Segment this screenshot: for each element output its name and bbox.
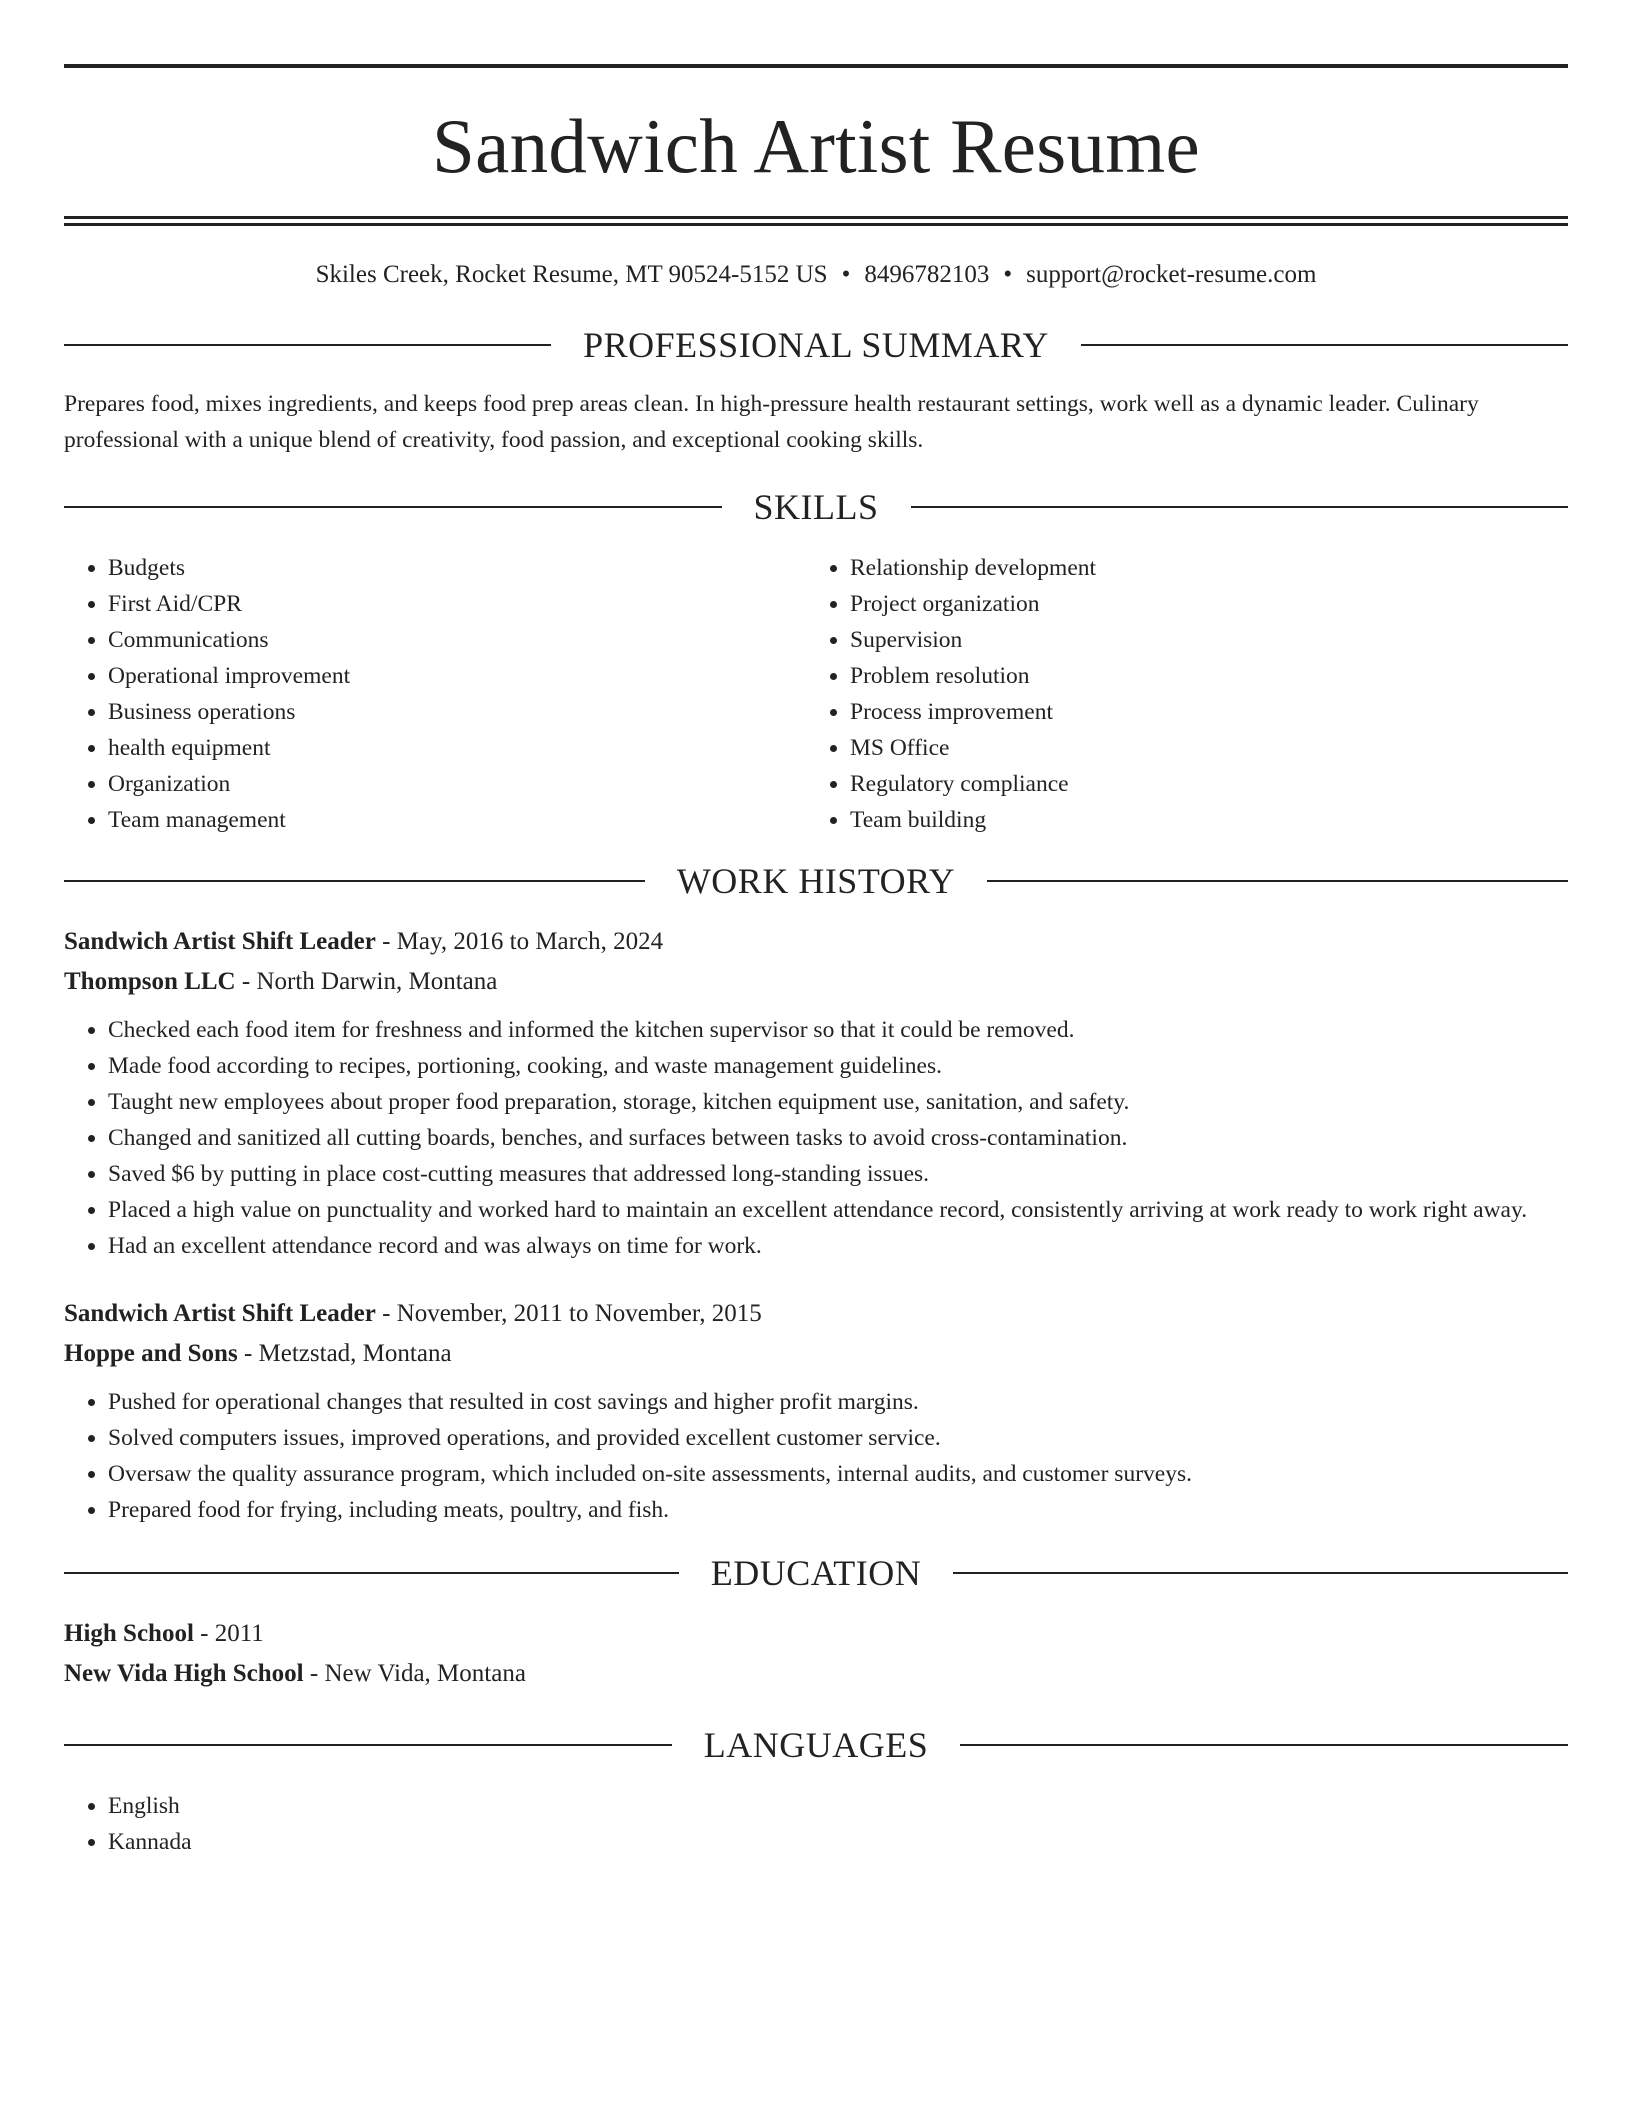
summary-text: Prepares food, mixes ingredients, and keeps food prep areas clean. In high-pressure health restaurant settings, work well as a dynamic leader. Culinary professional with a unique blend of creativity, food passion, and exceptional cooking skills. — [64, 391, 1479, 453]
contact-phone: 8496782103 — [864, 261, 990, 288]
section-title-work-history: WORK HISTORY — [676, 861, 956, 901]
job-duty: • Pushed for operational changes that resulted in cost savings and higher profit margins. — [108, 1384, 1568, 1420]
skills-list — [64, 550, 1568, 838]
contact-separator: • — [1003, 261, 1013, 288]
skill-item: • MS Office — [850, 730, 1548, 766]
job-duty: • Taught new employees about proper food preparation, storage, kitchen equipment use, sanitation, and safety. — [108, 1084, 1568, 1120]
job-location: - Metzstad, Montana — [237, 1340, 452, 1367]
section-header-education — [64, 1552, 1568, 1594]
contact-address: Skiles Creek, Rocket Resume, MT 90524-5152 US — [315, 261, 828, 288]
job-duty: • Changed and sanitized all cutting boards, benches, and surfaces between tasks to avoid cross-contamination. — [108, 1120, 1568, 1156]
skill-item: • Regulatory compliance — [850, 766, 1548, 802]
job-title-line — [64, 1294, 1568, 1334]
job-duty: • Made food according to recipes, portioning, cooking, and waste management guidelines. — [108, 1048, 1568, 1084]
job-duty: • Solved computers issues, improved operations, and provided excellent customer service. — [108, 1420, 1568, 1456]
section-rule-right — [953, 1572, 1568, 1574]
skill-item: • Organization — [108, 766, 806, 802]
job-duty: • Checked each food item for freshness and informed the kitchen supervisor so that it could be removed. — [108, 1012, 1568, 1048]
job-company-line — [64, 962, 1568, 1002]
skill-item: • Team building — [850, 802, 1548, 838]
job-duties-list — [64, 1384, 1568, 1528]
skills-column-right — [806, 550, 1548, 838]
skill-item: • First Aid/CPR — [108, 586, 806, 622]
language-item: • Kannada — [108, 1824, 1568, 1860]
skill-item: • Communications — [108, 622, 806, 658]
skill-item: • Operational improvement — [108, 658, 806, 694]
section-rule-left — [64, 1744, 672, 1746]
language-item: • English — [108, 1788, 1568, 1824]
section-rule-right — [987, 880, 1568, 882]
job-entry — [64, 1294, 1568, 1528]
job-company-line — [64, 1334, 1568, 1374]
section-header-skills — [64, 486, 1568, 528]
education-school-line — [64, 1654, 1568, 1694]
job-duty: • Oversaw the quality assurance program, which included on-site assessments, internal audits, and customer surveys. — [108, 1456, 1568, 1492]
languages-list — [64, 1788, 1568, 1860]
skills-column-left — [64, 550, 806, 838]
skill-item: • Business operations — [108, 694, 806, 730]
skill-item: • Process improvement — [850, 694, 1548, 730]
job-title: Sandwich Artist Shift Leader — [64, 1300, 376, 1327]
education-school: New Vida High School — [64, 1660, 304, 1687]
job-title-line — [64, 922, 1568, 962]
section-header-summary — [64, 324, 1568, 366]
section-title-skills: SKILLS — [753, 487, 879, 527]
education-degree: High School — [64, 1620, 194, 1647]
section-title-education: EDUCATION — [710, 1553, 922, 1593]
top-rule — [64, 64, 1568, 68]
skill-item: • Team management — [108, 802, 806, 838]
job-dates: - May, 2016 to March, 2024 — [375, 928, 664, 955]
section-rule-left — [64, 880, 645, 882]
section-rule-right — [960, 1744, 1568, 1746]
section-header-languages — [64, 1724, 1568, 1766]
contact-line — [64, 260, 1568, 290]
section-rule-left — [64, 1572, 679, 1574]
job-entry — [64, 922, 1568, 1264]
section-header-work-history — [64, 860, 1568, 902]
skill-item: • Problem resolution — [850, 658, 1548, 694]
education-entry — [64, 1614, 1568, 1694]
skill-item: • Project organization — [850, 586, 1548, 622]
resume-title: Sandwich Artist Resume — [432, 103, 1200, 189]
section-title-summary: PROFESSIONAL SUMMARY — [583, 325, 1049, 365]
skill-item: • Supervision — [850, 622, 1548, 658]
education-year: - 2011 — [193, 1620, 264, 1647]
job-duty: • Prepared food for frying, including meats, poultry, and fish. — [108, 1492, 1568, 1528]
job-dates: - November, 2011 to November, 2015 — [375, 1300, 762, 1327]
resume-page — [64, 64, 1568, 1860]
section-rule-right — [911, 506, 1569, 508]
job-duties-list — [64, 1012, 1568, 1264]
job-company: Hoppe and Sons — [64, 1340, 238, 1367]
section-rule-right — [1081, 344, 1568, 346]
education-location: - New Vida, Montana — [303, 1660, 526, 1687]
contact-separator: • — [841, 261, 851, 288]
title-double-rule — [64, 216, 1568, 226]
skill-item: • Relationship development — [850, 550, 1548, 586]
section-title-languages: LANGUAGES — [703, 1725, 929, 1765]
job-location: - North Darwin, Montana — [235, 968, 498, 995]
skill-item: • Budgets — [108, 550, 806, 586]
section-rule-left — [64, 344, 551, 346]
education-degree-line — [64, 1614, 1568, 1654]
job-company: Thompson LLC — [64, 968, 236, 995]
job-title: Sandwich Artist Shift Leader — [64, 928, 376, 955]
job-duty: • Saved $6 by putting in place cost-cutting measures that addressed long-standing issues. — [108, 1156, 1568, 1192]
contact-email: support@rocket-resume.com — [1026, 261, 1317, 288]
job-duty: • Had an excellent attendance record and was always on time for work. — [108, 1228, 1568, 1264]
skill-item: • health equipment — [108, 730, 806, 766]
section-rule-left — [64, 506, 722, 508]
job-duty: • Placed a high value on punctuality and worked hard to maintain an excellent attendance record, consistently arriving at work ready to work right away. — [108, 1192, 1568, 1228]
